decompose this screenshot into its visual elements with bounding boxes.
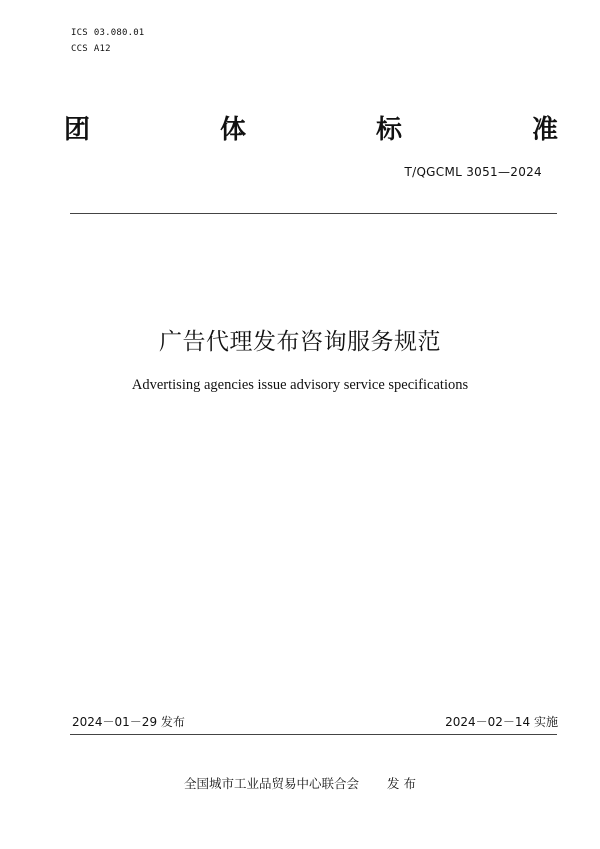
standard-number: T/QGCML 3051—2024: [404, 165, 542, 179]
standard-type-char: 团: [64, 115, 91, 145]
document-title-english: Advertising agencies issue advisory service specifications: [131, 377, 469, 393]
publisher-line: [0, 776, 600, 792]
standard-type-heading: [64, 114, 558, 146]
ics-code: 03.080.01: [93, 28, 145, 38]
issue-date: 2024－01－29 发布: [72, 715, 185, 729]
standard-type-char: 标: [375, 115, 402, 145]
publisher-name: 全国城市工业品贸易中心联合会: [184, 776, 360, 791]
standard-type-char: 体: [219, 115, 246, 145]
publish-verb: 发 布: [387, 776, 416, 791]
ccs-code: A12: [93, 44, 111, 54]
ics-classification: [71, 28, 144, 39]
standard-type-char: 准: [531, 115, 558, 145]
header-divider: [70, 213, 557, 214]
footer-divider: [70, 734, 557, 735]
implementation-date: 2024－02－14 实施: [445, 715, 558, 729]
ccs-classification: [71, 44, 111, 55]
ccs-label: CCS: [71, 44, 88, 54]
document-title-chinese: 广告代理发布咨询服务规范: [159, 329, 441, 355]
ics-label: ICS: [71, 28, 88, 38]
